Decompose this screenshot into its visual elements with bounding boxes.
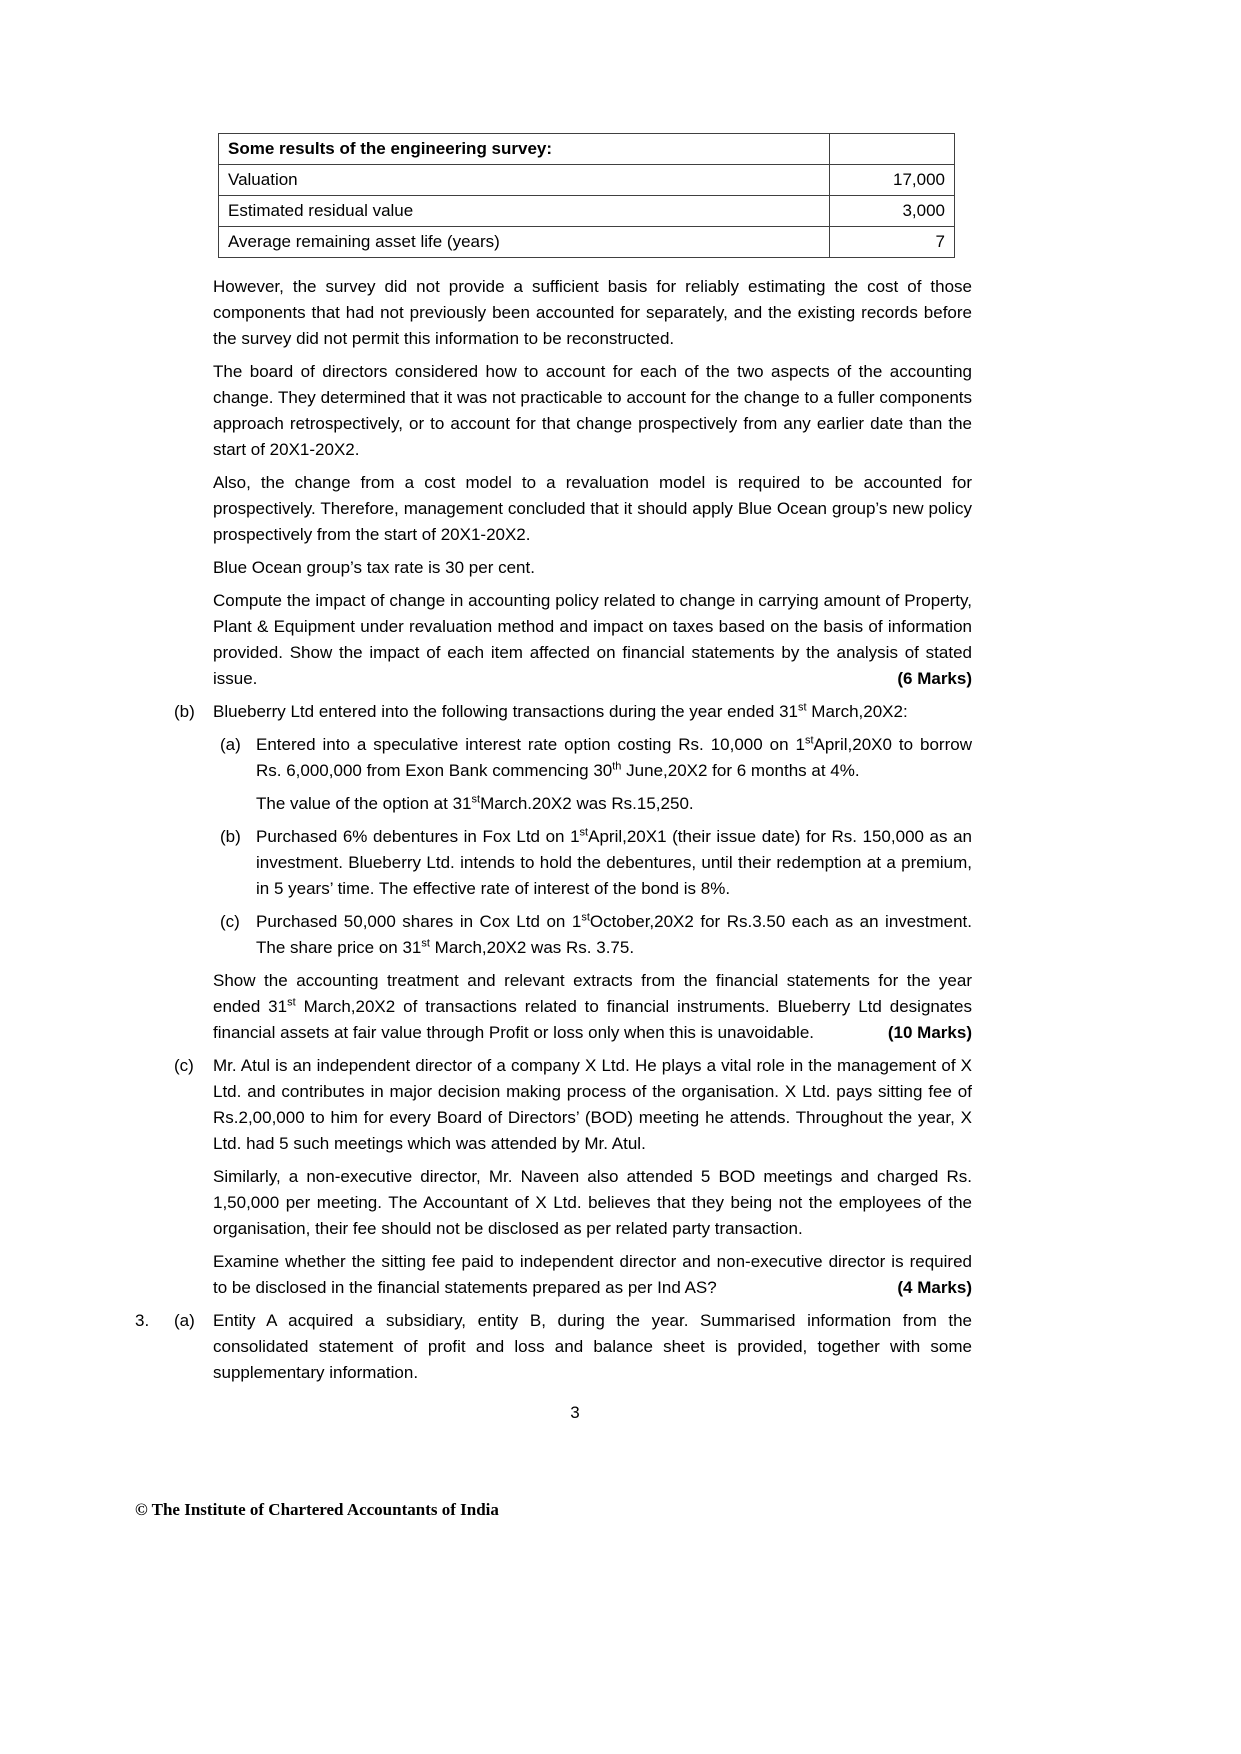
item-b-sub-c-label: (c) [220, 912, 240, 931]
marks-4: (4 Marks) [891, 1275, 972, 1301]
page-content [135, 133, 972, 1393]
page-number: 3 [570, 1403, 580, 1422]
paragraph-show-treatment [213, 968, 972, 1046]
question-3-text: Entity A acquired a subsidiary, entity B, during the year. Summarised information from the consolidated statement of profit and loss and balance sheet is provided, together with some supplementary information. [213, 1311, 972, 1382]
item-b-sub-a [220, 732, 972, 784]
paragraph-compute-text: Compute the impact of change in accounting policy related to change in carrying amount of Property, Plant & Equipment under revaluation method and impact on taxes based on the basis of information provided. Show the impact of each item affected on financial statements by the analysis of stated issue. [213, 591, 972, 688]
paragraph-similarly: Similarly, a non-executive director, Mr. Naveen also attended 5 BOD meetings and charged Rs. 1,50,000 per meeting. The Accountant of X Ltd. believes that they being not the employees of the organisation, their fee should not be disclosed as per related party transaction. [213, 1167, 972, 1238]
survey-table-header-value [830, 134, 955, 165]
row-value-asset-life: 7 [830, 227, 955, 258]
row-label-asset-life: Average remaining asset life (years) [219, 227, 830, 258]
paragraph-tax-rate: Blue Ocean group’s tax rate is 30 per cent. [213, 558, 535, 577]
paragraph-however: However, the survey did not provide a sufficient basis for reliably estimating the cost of those components that had not previously been accounted for separately, and the existing records before the survey did not permit this information to be reconstructed. [213, 277, 972, 348]
table-row [219, 165, 955, 196]
item-b-sub-b-label: (b) [220, 827, 241, 846]
paragraph-show-treatment-text: Show the accounting treatment and relevant extracts from the financial statements for the year ended 31st March,20X2 of transactions related to financial instruments. Blueberry Ltd designates financial assets at fair value through Profit or loss only when this is unavoidable. [213, 971, 972, 1042]
paragraph-examine [213, 1249, 972, 1301]
copyright-footer: © The Institute of Chartered Accountants of India [135, 1500, 499, 1519]
table-row [219, 134, 955, 165]
row-label-residual: Estimated residual value [219, 196, 830, 227]
row-label-valuation: Valuation [219, 165, 830, 196]
item-c [174, 1053, 972, 1157]
question-3 [135, 1308, 972, 1386]
question-3-sub-label: (a) [174, 1311, 195, 1330]
survey-table-header: Some results of the engineering survey: [219, 134, 830, 165]
item-b-sub-b-text: Purchased 6% debentures in Fox Ltd on 1stApril,20X1 (their issue date) for Rs. 150,000 as an investment. Blueberry Ltd. intends to hold the debentures, until their redemption at a premium, in 5 years’ time. The effective rate of interest of the bond is 8%. [256, 826, 972, 898]
item-b-sub-c-text: Purchased 50,000 shares in Cox Ltd on 1stOctober,20X2 for Rs.3.50 each as an investment. The share price on 31st March,20X2 was Rs. 3.75. [256, 911, 972, 957]
survey-table [218, 133, 955, 258]
item-b-intro: Blueberry Ltd entered into the following transactions during the year ended 31st March,20X2: [213, 701, 908, 721]
item-b [174, 699, 972, 725]
table-row [219, 227, 955, 258]
paragraph-examine-text: Examine whether the sitting fee paid to independent director and non-executive director is required to be disclosed in the financial statements prepared as per Ind AS? [213, 1252, 972, 1297]
paragraph-board: The board of directors considered how to account for each of the two aspects of the accounting change. They determined that it was not practicable to account for the change to a fuller components approach retrospectively, or to account for that change prospectively from any earlier date than the start of 20X1-20X2. [213, 362, 972, 459]
marks-6: (6 Marks) [891, 666, 972, 692]
item-b-sub-b [220, 824, 972, 902]
paragraph-compute [213, 588, 972, 692]
paragraph-also: Also, the change from a cost model to a revaluation model is required to be accounted for prospectively. Therefore, management concluded that it should apply Blue Ocean group’s new policy prospectively from the start of 20X1-20X2. [213, 473, 972, 544]
row-value-residual: 3,000 [830, 196, 955, 227]
item-c-paragraph-1: Mr. Atul is an independent director of a company X Ltd. He plays a vital role in the management of X Ltd. and contributes in major decision making process of the organisation. X Ltd. pays sitting fee of Rs.2,00,000 to him for every Board of Directors’ (BOD) meeting he attends. Throughout the year, X Ltd. had 5 such meetings which was attended by Mr. Atul. [213, 1056, 972, 1153]
question-3-number: 3. [135, 1311, 150, 1330]
item-b-label: (b) [174, 702, 195, 721]
table-row [219, 196, 955, 227]
item-b-sub-c [220, 909, 972, 961]
item-b-sub-a-text: Entered into a speculative interest rate option costing Rs. 10,000 on 1stApril,20X0 to borrow Rs. 6,000,000 from Exon Bank commencing 30th June,20X2 for 6 months at 4%. [256, 734, 972, 780]
row-value-valuation: 17,000 [830, 165, 955, 196]
paragraph-option-value: The value of the option at 31stMarch.20X2 was Rs.15,250. [256, 793, 694, 813]
item-c-label: (c) [174, 1056, 194, 1075]
item-b-sub-a-label: (a) [220, 735, 241, 754]
marks-10: (10 Marks) [882, 1020, 972, 1046]
